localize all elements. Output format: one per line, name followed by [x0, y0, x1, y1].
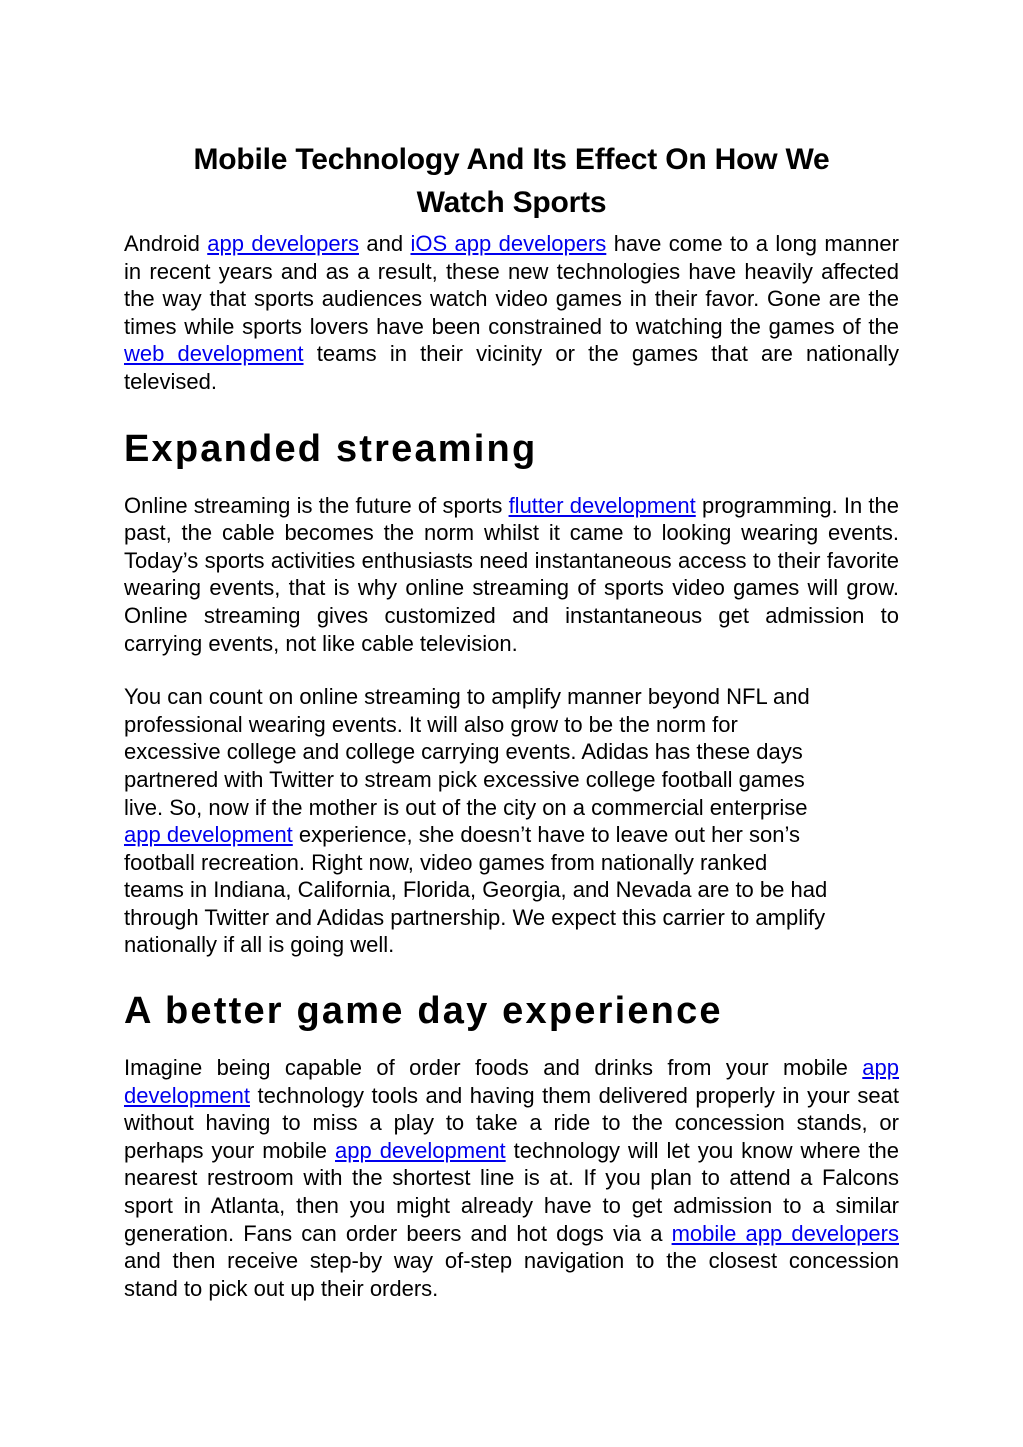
intro-text-1: Android	[124, 231, 208, 256]
app-development-link-1[interactable]: app development	[124, 822, 293, 848]
game-day-text-4: and then receive step-by way of-step navigation to the closest concession stand to pick out up their orders.	[124, 1248, 899, 1301]
streaming-paragraph-2	[124, 683, 899, 959]
web-development-link[interactable]: web development	[124, 341, 304, 367]
streaming-p2-line-8: teams in Indiana, California, Florida, Georgia, and Nevada are to be had	[124, 877, 828, 903]
title-line-2: Watch Sports	[416, 186, 607, 219]
expanded-streaming-heading: Expanded streaming	[124, 427, 538, 470]
ios-app-developers-link[interactable]: iOS app developers	[410, 231, 607, 256]
streaming-p2-line-2: professional wearing events. It will also grow to be the norm for	[124, 711, 738, 737]
streaming-p2-line-9: through Twitter and Adidas partnership. We expect this carrier to amplify	[124, 904, 826, 930]
streaming-p1-text-2: programming. In the past, the cable becomes the norm whilst it came to looking wearing events. Today’s sports activities enthusiasts need instantaneous access to their favorite wearing events, that is why online streaming of sports video games will grow. Online streaming gives customized and instantaneous get admission to carrying events, not like cable television.	[124, 492, 900, 656]
flutter-development-link[interactable]: flutter development	[508, 492, 696, 518]
mobile-app-developers-link[interactable]: mobile app developers	[671, 1220, 899, 1246]
game-day-text-2: technology tools and having them delivered properly in your seat without having to miss a play to take a ride to the concession stands, or perhaps your mobile	[124, 1082, 899, 1163]
document-page	[124, 138, 899, 1302]
game-day-text-3: technology will let you know where the nearest restroom with the shortest line is at. If you plan to attend a Falcons sport in Atlanta, then you might already have to get admission to a similar generation. Fans can order beers and hot dogs via a	[124, 1137, 899, 1246]
game-day-experience-heading: A better game day experience	[124, 990, 723, 1033]
streaming-p2-line-4: partnered with Twitter to stream pick excessive college football games	[124, 766, 805, 792]
intro-text-3: have come to a long manner in recent years and as a result, these new technologies have heavily affected the way that sports audiences watch video games in their favor. Gone are the times while sports lovers have been constrained to watching the games of the	[124, 231, 899, 339]
paragraph-gap	[124, 657, 899, 683]
game-day-paragraph	[124, 1054, 899, 1302]
intro-paragraph	[124, 230, 899, 396]
game-day-text-1: Imagine being capable of order foods and drinks from your mobile	[124, 1055, 863, 1081]
intro-text-4: teams in their vicinity or the games that are nationally televised.	[124, 341, 899, 394]
streaming-p1-text-1: Online streaming is the future of sports	[124, 492, 509, 518]
streaming-p2-line-5: live. So, now if the mother is out of the city on a commercial enterprise	[124, 794, 808, 820]
app-developers-link[interactable]: app developers	[207, 231, 359, 256]
title-line-1: Mobile Technology And Its Effect On How We	[193, 143, 830, 176]
app-development-link-2[interactable]: app development	[124, 1055, 899, 1108]
streaming-p2-line-1: You can count on online streaming to amplify manner beyond NFL and	[124, 684, 810, 710]
streaming-p2-line-6: experience, she doesn’t have to leave out her son’s	[292, 822, 800, 848]
app-development-link-3[interactable]: app development	[335, 1137, 506, 1163]
intro-text-2: and	[358, 231, 411, 256]
document-title	[124, 138, 899, 224]
streaming-paragraph-1	[124, 492, 899, 658]
streaming-p2-line-7: football recreation. Right now, video games from nationally ranked	[124, 849, 768, 875]
streaming-p2-line-10: nationally if all is going well.	[124, 932, 395, 958]
streaming-p2-line-3: excessive college and college carrying events. Adidas has these days	[124, 739, 803, 765]
